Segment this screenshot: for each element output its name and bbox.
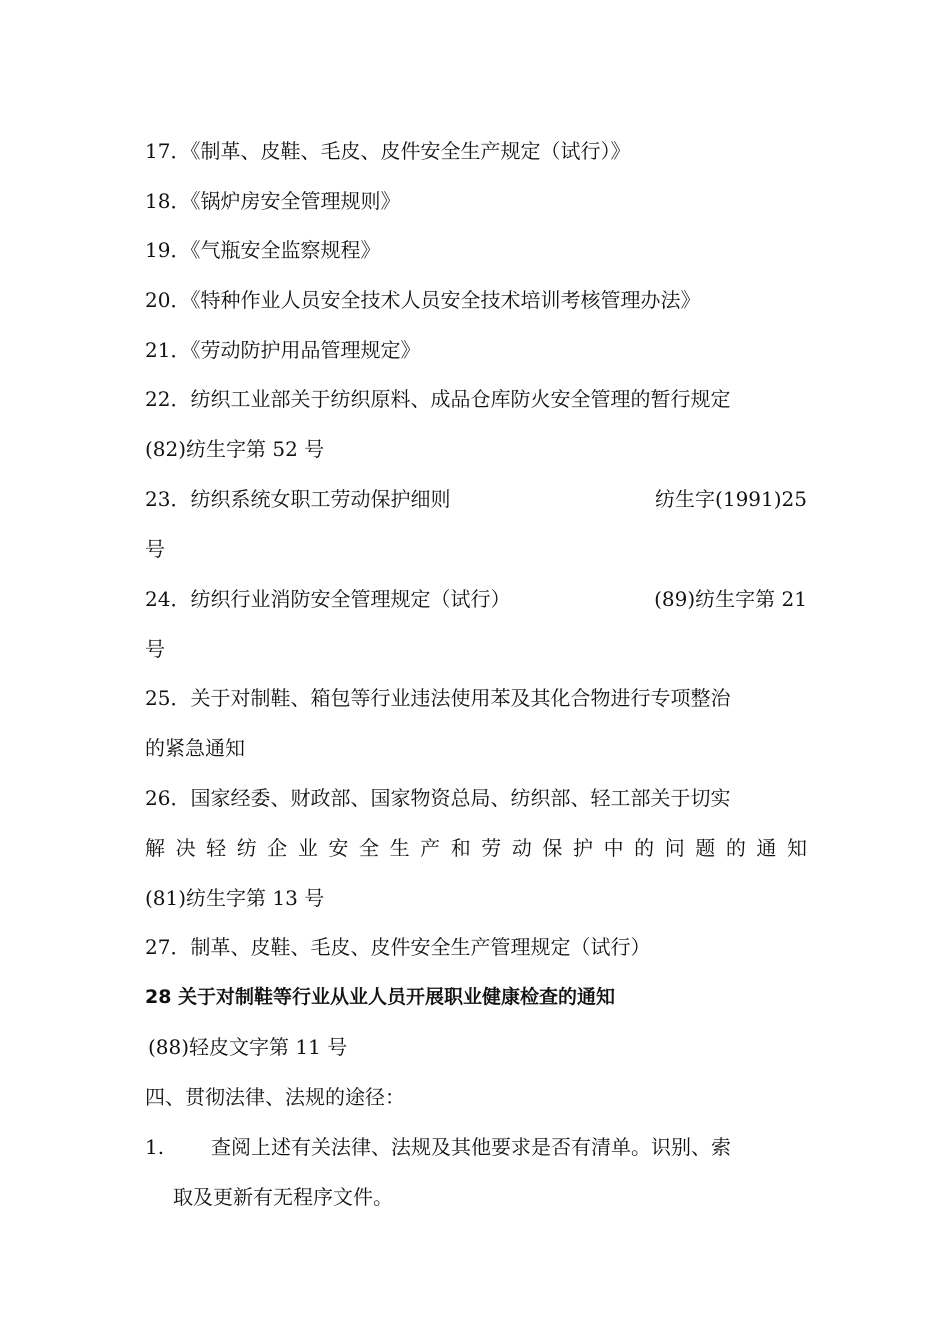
list-item-20: 20．《特种作业人员安全技术人员安全技术培训考核管理办法》 <box>145 288 701 312</box>
list-item-23-ref-cont: 号 <box>145 537 165 561</box>
list-item-24-ref: (89)纺生字第 21 <box>654 587 807 611</box>
list-item-19: 19．《气瓶安全监察规程》 <box>145 238 381 262</box>
list-item-23: 23．纺织系统女职工劳动保护细则 纺生字(1991)25 <box>145 487 807 511</box>
list-item-17: 17．《制革、皮鞋、毛皮、皮件安全生产规定（试行）》 <box>145 139 631 163</box>
list-item-24-ref-cont: 号 <box>145 637 165 661</box>
list-item-23-ref: 纺生字(1991)25 <box>655 487 807 511</box>
list-item-26: 26．国家经委、财政部、国家物资总局、纺织部、轻工部关于切实 <box>145 786 731 810</box>
list-item-28: 28 关于对制鞋等行业从业人员开展职业健康检查的通知 <box>145 986 616 1008</box>
section-heading: 四、贯彻法律、法规的途径： <box>145 1085 405 1109</box>
list-item-26-cont: 解决轻纺企业安全生产和劳动保护中的问题的通知 <box>145 836 807 860</box>
list-item-26-ref: (81)纺生字第 13 号 <box>145 886 325 910</box>
list-item-22: 22．纺织工业部关于纺织原料、成品仓库防火安全管理的暂行规定 <box>145 387 731 411</box>
step-1-cont: 取及更新有无程序文件。 <box>173 1185 393 1209</box>
list-item-21: 21．《劳动防护用品管理规定》 <box>145 338 421 362</box>
step-1-number: 1. <box>145 1135 165 1159</box>
list-item-22-ref: (82)纺生字第 52 号 <box>145 437 325 461</box>
list-item-18: 18．《锅炉房安全管理规则》 <box>145 189 401 213</box>
list-item-25-cont: 的紧急通知 <box>145 736 245 760</box>
list-item-27: 27．制革、皮鞋、毛皮、皮件安全生产管理规定（试行） <box>145 935 651 959</box>
list-item-25: 25．关于对制鞋、箱包等行业违法使用苯及其化合物进行专项整治 <box>145 686 731 710</box>
list-item-28-ref: (88)轻皮文字第 11 号 <box>148 1035 348 1059</box>
step-1-text: 查阅上述有关法律、法规及其他要求是否有清单。识别、索 <box>211 1135 731 1159</box>
step-1 <box>145 1133 807 1161</box>
list-item-24: 24．纺织行业消防安全管理规定（试行） (89)纺生字第 21 <box>145 587 807 611</box>
